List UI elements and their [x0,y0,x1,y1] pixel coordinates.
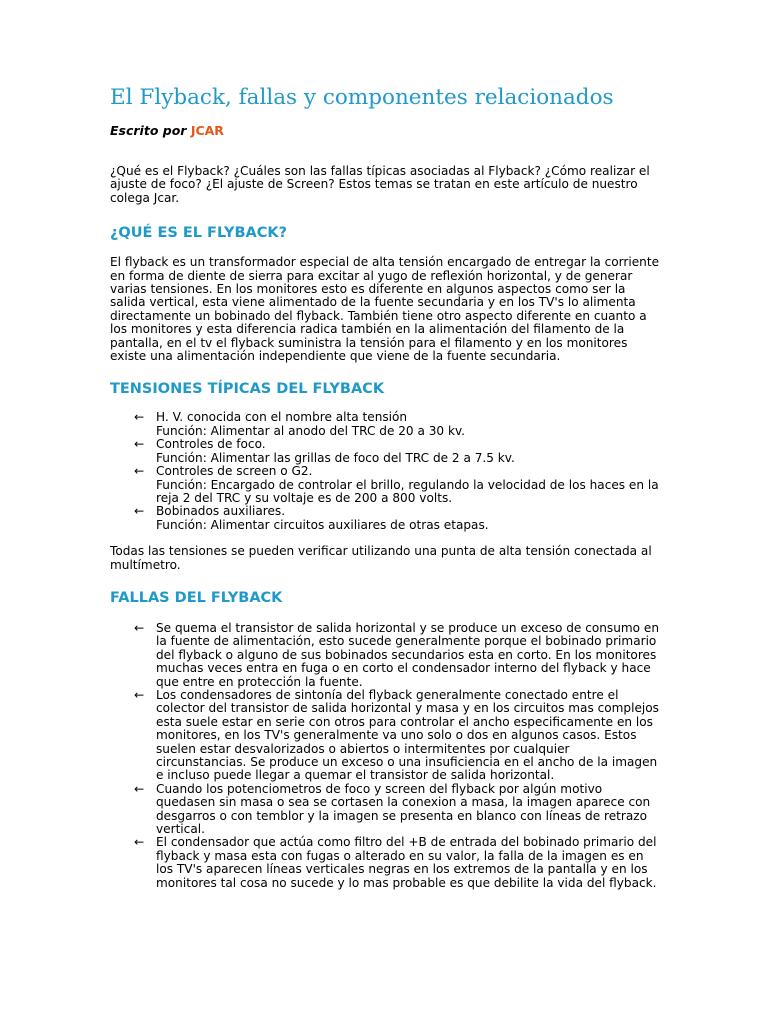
what-is-flyback-paragraph: El flyback es un transformador especial de alta tensión encargado de entregar la corriente en forma de diente de sierra para excitar al yugo de reflexión horizontal, y de generar varias tensiones. En los monitores esto es diferente en algunos aspectos como ser la salida vertical, esta viene alimentado de la fuente secundaria y en los TV's lo alimenta directamente un bobinado del flyback. También tiene otro aspecto diferente en cuanto a los monitores y esta diferencia radica también en la alimentación del filamento de la pantalla, en el tv el flyback suministra la tensión para el filamento y en los monitores existe una alimentación independiente que viene de la fuente secundaria. [110,255,660,364]
intro-paragraph: ¿Qué es el Flyback? ¿Cuáles son las fallas típicas asociadas al Flyback? ¿Cómo realizar el ajuste de foco? ¿El ajuste de Screen? Estos temas se tratan en este artículo de nuestro colega Jcar. [110,164,650,205]
arrow-left-icon: ← [134,410,145,425]
list-item [110,505,660,532]
arrow-left-icon: ← [134,504,145,519]
author-link[interactable]: JCAR [190,123,224,138]
voltage-function: Función: Alimentar las grillas de foco del TRC de 2 a 7.5 kv. [156,450,515,465]
arrow-left-icon: ← [134,620,145,635]
arrow-left-icon: ← [134,687,145,702]
heading-what-is-flyback: ¿QUÉ ES EL FLYBACK? [110,225,288,242]
byline-prefix: Escrito por [110,123,187,138]
fault-text: Los condensadores de sintonía del flyback generalmente conectado entre el colector del transistor de salida horizontal y masa y en los circuitos mas complejos esta suele estar en serie con otros para controlar el ancho especificamente en los monitores, en los TV's generalmente va uno solo o dos en algunos casos. Estos suelen estar desvalorizados o abiertos o intermitentes por cualquier circunstancias. Se produce un exceso o una insuficiencia en el ancho de la imagen e incluso puede llegar a quemar el transistor de salida horizontal. [156,687,659,783]
arrow-left-icon: ← [134,781,145,796]
fault-text: El condensador que actúa como filtro del +B de entrada del bobinado primario del flyback y masa esta con fugas o alterado en su valor, la falla de la imagen es en los TV's aparecen líneas verticales negras en los extremos de la pantalla y en los monitores tal cosa no sucede y lo mas probable es que debilite la vida del flyback. [156,835,657,890]
list-item [110,411,660,438]
document-content [110,82,660,890]
list-item [110,438,660,465]
list-item [110,465,660,505]
voltages-list [110,411,660,532]
arrow-left-icon: ← [134,835,145,850]
heading-typical-voltages: TENSIONES TÍPICAS DEL FLYBACK [110,381,385,398]
voltage-name: Controles de foco. [156,437,266,452]
voltage-function: Función: Alimentar al anodo del TRC de 20 a 30 kv. [156,423,466,438]
fault-text: Cuando los potenciometros de foco y screen del flyback por algún motivo quedasen sin masa o sea se cortasen la conexion a masa, la imagen aparece con desgarros o con temblor y la imagen se presenta en blanco con líneas de retrazo vertical. [156,781,651,837]
voltage-function: Función: Alimentar circuitos auxiliares de otras etapas. [156,517,489,532]
heading-flyback-faults: FALLAS DEL FLYBACK [110,589,283,606]
list-item [110,622,660,689]
voltage-name: Controles de screen o G2. [156,464,313,479]
byline [110,123,660,139]
list-item [110,783,660,837]
list-item [110,689,660,783]
voltage-name: H. V. conocida con el nombre alta tensión [156,410,408,425]
voltages-note-paragraph: Todas las tensiones se pueden verificar utilizando una punta de alta tensión conectada al multímetro. [110,544,652,572]
fault-text: Se quema el transistor de salida horizontal y se produce un exceso de consumo en la fuente de alimentación, esto sucede generalmente porque el bobinado primario del flyback o alguno de sus bobinados secundarios esta en corto. En los monitores muchas veces entra en fuga o en corto el condensador interno del flyback y hace que entre en protección la fuente. [156,620,660,689]
arrow-left-icon: ← [134,437,145,452]
list-item [110,836,660,890]
arrow-left-icon: ← [134,464,145,479]
document-title: El Flyback, fallas y componentes relacionados [110,85,614,110]
voltage-name: Bobinados auxiliares. [156,504,286,519]
faults-list [110,622,660,890]
voltage-function: Función: Encargado de controlar el brillo, regulando la velocidad de los haces en la reja 2 del TRC y su voltaje es de 200 a 800 volts. [156,477,659,505]
